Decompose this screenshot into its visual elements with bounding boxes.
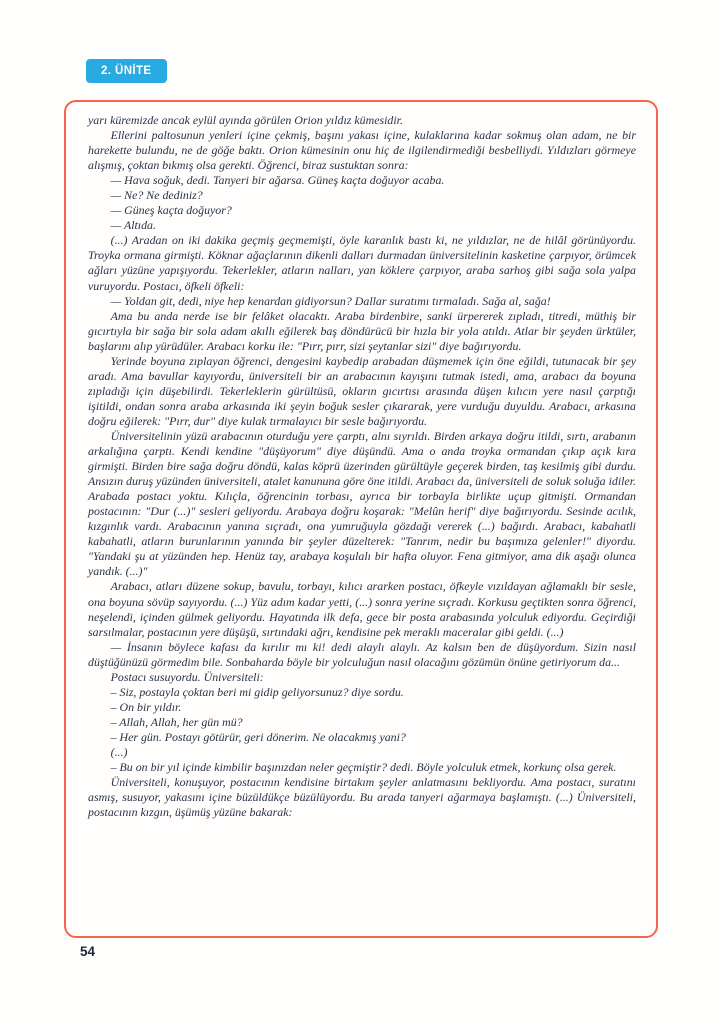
unit-badge: 2. ÜNİTE bbox=[86, 59, 167, 83]
paragraph: — Hava soğuk, dedi. Tanyeri bir ağarsa. Güneş kaçta doğuyor acaba. bbox=[110, 173, 445, 188]
paragraph: Üniversiteli, konuşuyor, postacının kendisine birtakım şeyler anlatmasını bekliyordu. Ama postacı, suratını asmış, susuyor, yakasını içine büzüldükçe büzülüyordu. Bu arada tanyeri ağarmaya başlamıştı. (...) Üniversiteli, postacının kızgın, üşümüş yüzüne bakarak: bbox=[88, 775, 636, 820]
paragraph: – On bir yıldır. bbox=[110, 699, 182, 714]
paragraph: — Yoldan git, dedi, niye hep kenardan gidiyorsun? Dallar suratımı tırmaladı. Sağa al, sağa! bbox=[110, 293, 551, 308]
page-number: 54 bbox=[80, 944, 96, 959]
paragraph: Postacı susuyordu. Üniversiteli: bbox=[110, 669, 264, 684]
paragraph: — İnsanın böylece kafası da kırılır mı ki! dedi alaylı alaylı. Az kalsın ben de düşüyordum. Sizin nasıl düştüğünüzü görmedim bile. Sonbaharda böyle bir yolculuğun nasıl olacağını gözümün önüne getiriyorum da... bbox=[88, 639, 636, 669]
paragraph: Yerinde boyuna zıplayan öğrenci, dengesini kaybedip arabadan düşmemek için öne eğildi, tutunacak bir şey aradı. Ama bavullar kayıyordu, üniversiteli bir an arabacının kayışını tutmak istedi, ama, arabacı da boyuna zıpladığı için düşebilirdi. Tekerleklerin gürültüsü, okların gıcırtısı arasında düşen kılıcın yere nasıl çarptığı işitildi, ondan sonra araba arkasında iki şeyin boğuk sesler çıkararak, yere vurduğu duyuldu. Arabacı, arkasına doğru eğilerek: "Pırr, dur" diye kulak tırmalayıcı bir sesle bağırıyordu. bbox=[88, 353, 636, 428]
paragraph: (...) Aradan on iki dakika geçmiş geçmemişti, öyle karanlık bastı ki, ne yıldızlar, ne de hilâl görünüyordu. Troyka ormana girmişti. Köknar ağaçlarının dikenli dalları durmadan üniversitelinin kasketine çarpıyor, örümcek ağları yüzüne yapışıyordu. Tekerlekler, atların nalları, yan köklere çarpıyor, araba sarhoş gibi sağa sola yalpa vuruyordu. Postacı, öfkeli öfkeli: bbox=[88, 233, 636, 293]
paragraph: – Her gün. Postayı götürür, geri dönerim. Ne olacakmış yani? bbox=[110, 729, 406, 744]
paragraph: – Allah, Allah, her gün mü? bbox=[110, 714, 243, 729]
paragraph: — Güneş kaçta doğuyor? bbox=[110, 203, 232, 218]
paragraph: yarı küremizde ancak eylül ayında görülen Orion yıldız kümesidir. bbox=[88, 113, 403, 127]
paragraph: Arabacı, atları düzene sokup, bavulu, torbayı, kılıcı ararken postacı, öfkeyle vızıldayan ağlamaklı bir sesle, ona boyuna sövüp sayıyordu. (...) Yüz adım kadar yetti, (...) sonra yerine sıçradı. Korkusu geçtikten sonra öğrenci, neşelendi, içinden gülmek geliyordu. Hayatında ilk defa, gece bir posta arabasında yolculuk ediyordu. Geçirdiği sarsılmalar, postacının yere düşüşü, sırtındaki ağrı, kendisine pek meraklı maceralar gibi geldi. (...) bbox=[88, 579, 636, 639]
paragraph: — Ne? Ne dediniz? bbox=[110, 188, 203, 203]
paragraph: Üniversitelinin yüzü arabacının oturduğu yere çarptı, alnı sıyrıldı. Birden arkaya doğru itildi, sırtı, arabanın arkalığına çarptı. Kendi kendine "düşüyorum" diye düşündü. Ama o anda troyka ormandan çıkıp açık kıra girmişti. Birden bire sağa doğru döndü, kalas köprü üzerinden gürültüyle geçerek birden, taş kesilmiş gibi durdu. Ansızın duruş yüzünden üniversiteli, atalet kanununa göre öne itildi. Arabacı da, üniversiteli de soluk soluğa idiler. Arabada postacı yoktu. Kılıçla, öğrencinin torbası, ayrıca bir torbayla birlikte uçup gitmişti. Ormandan postacının: "Dur (...)" sesleri geliyordu. Arabaya doğru koşarak: "Melûn herif" diye bağırıyordu. Sesinde acılık, kızgınlık vardı. Arabacının yanına sıçradı, ona yumruğuyla gözdağı vererek (...) bağırdı. Arabacı, kabahatli kabahatli, atların burunlarının yanında bir şeyler düzelterek: "Tanrım, nedir bu başımıza gelenler!" diyordu. "Yandaki şu at yüzünden hep. Henüz tay, arabaya koşulalı bir hafta oluyor. Fena gitmiyor, ama dik aşağı olunca yandık. (...)" bbox=[88, 428, 636, 579]
body-text bbox=[88, 113, 636, 820]
paragraph: — Altıda. bbox=[110, 218, 156, 233]
paragraph: Ama bu anda nerde ise bir felâket olacaktı. Araba birdenbire, sanki ürpererek zıpladı, titredi, müthiş bir gıcırtıyla bir sağa bir sola adam akıllı eğilerek baş döndürücü bir hızla bir yola atıldı. Atlar bir şeyden ürktüler, başlarını alıp yürüdüler. Arabacı korku ile: "Pırr, pırr, sizi şeytanlar sizi" diye bağırıyordu. bbox=[88, 308, 636, 353]
paragraph: (...) bbox=[110, 744, 128, 759]
paragraph: – Bu on bir yıl içinde kimbilir başınızdan neler geçmiştir? dedi. Böyle yolculuk etmek, korkunç olsa gerek. bbox=[110, 760, 617, 775]
paragraph: Ellerini paltosunun yenleri içine çekmiş, başını yakası içine, kulaklarına kadar sokmuş olan adam, ne bir harekette bulundu, ne de göğe baktı. Orion kümesinin onu hiç de ilgilendirmediği besbelliydi. Yıldızları görmeye alışmış, çoktan bıkmış olsa gerekti. Öğrenci, biraz sustuktan sonra: bbox=[88, 128, 636, 173]
content-frame bbox=[64, 100, 658, 938]
paragraph: – Siz, postayla çoktan beri mi gidip geliyorsunuz? diye sordu. bbox=[110, 684, 404, 699]
